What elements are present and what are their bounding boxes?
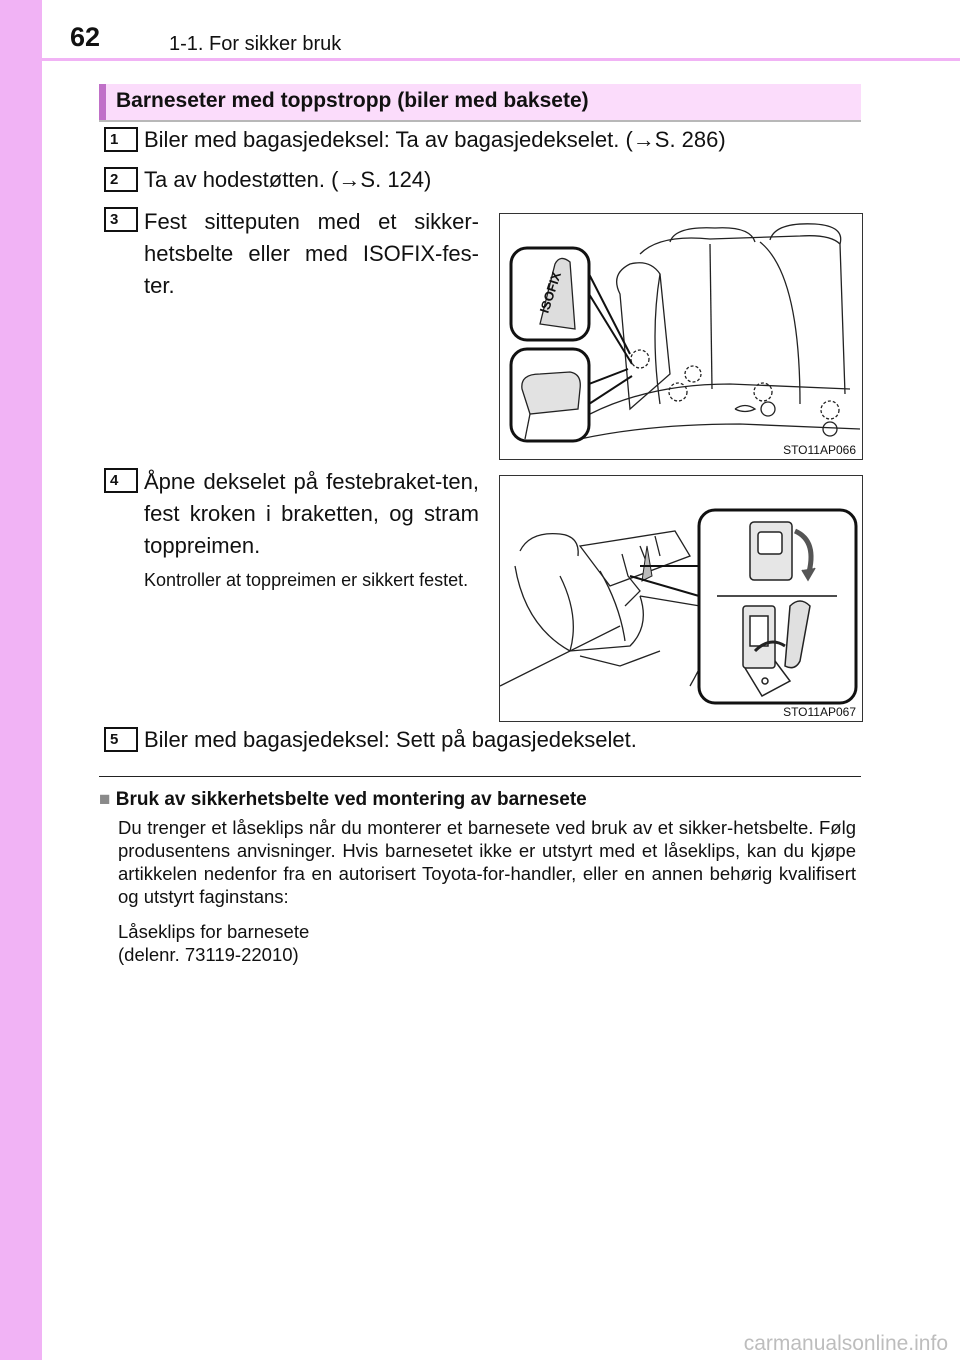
running-head: 1-1. For sikker bruk	[169, 33, 342, 55]
step-number-1: 1	[104, 127, 138, 152]
part-number: (delenr. 73119-22010)	[118, 944, 299, 965]
side-color-bar	[0, 0, 42, 1360]
note-heading	[99, 789, 587, 811]
page-number: 62	[70, 22, 101, 52]
figure-code-1: STO11AP066	[783, 443, 856, 457]
watermark: carmanualsonline.info	[743, 1332, 948, 1355]
figure-code-2: STO11AP067	[783, 705, 856, 719]
step-text-2: Ta av hodestøtten. (→S. 124)	[144, 167, 432, 192]
step-text-1: Biler med bagasjedeksel: Ta av bagasjedekselet. (→S. 286)	[144, 127, 726, 152]
tether-bracket-illustration	[500, 476, 862, 721]
section-divider	[99, 776, 861, 777]
note-body	[118, 816, 856, 978]
step-text-5: Biler med bagasjedeksel: Sett på bagasjedekselet.	[144, 727, 637, 752]
section-title-accent	[99, 84, 106, 120]
step-number-5: 5	[104, 727, 138, 752]
note-paragraph: Du trenger et låseklips når du monterer et barnesete ved bruk av et sikker-hetsbelte. Følg produsentens anvisninger. Hvis barnesetet ikke er utstyrt med et låseklips, kan du kjøpe artikkelen nedenfor fra en autorisert Toyota-for-handler, eller en annen behørig kvalifisert og utstyrt faginstans:	[118, 817, 856, 907]
isofix-seat-illustration	[500, 214, 862, 459]
step-number-4: 4	[104, 468, 138, 493]
figure-isofix-seat	[499, 213, 863, 460]
part-name: Låseklips for barnesete	[118, 921, 310, 942]
figure-tether-bracket	[499, 475, 863, 722]
step-note-4: Kontroller at toppreimen er sikkert festet.	[144, 570, 469, 590]
note-heading-text: Bruk av sikkerhetsbelte ved montering av barnesete	[115, 789, 587, 810]
header-rule	[42, 58, 960, 61]
note-bullet: ■	[99, 789, 111, 810]
section-title-box	[99, 84, 861, 122]
step-number-3: 3	[104, 207, 138, 232]
step-text-3: Fest sitteputen med et sikker-hetsbelte eller med ISOFIX-fes-ter.	[144, 209, 479, 298]
isofix-label: ISOFIX	[536, 269, 565, 315]
section-title: Barneseter med toppstropp (biler med baksete)	[116, 89, 589, 112]
step-number-2: 2	[104, 167, 138, 192]
step-text-4: Åpne dekselet på festebraket-ten, fest kroken i braketten, og stram toppreimen.	[144, 469, 479, 558]
